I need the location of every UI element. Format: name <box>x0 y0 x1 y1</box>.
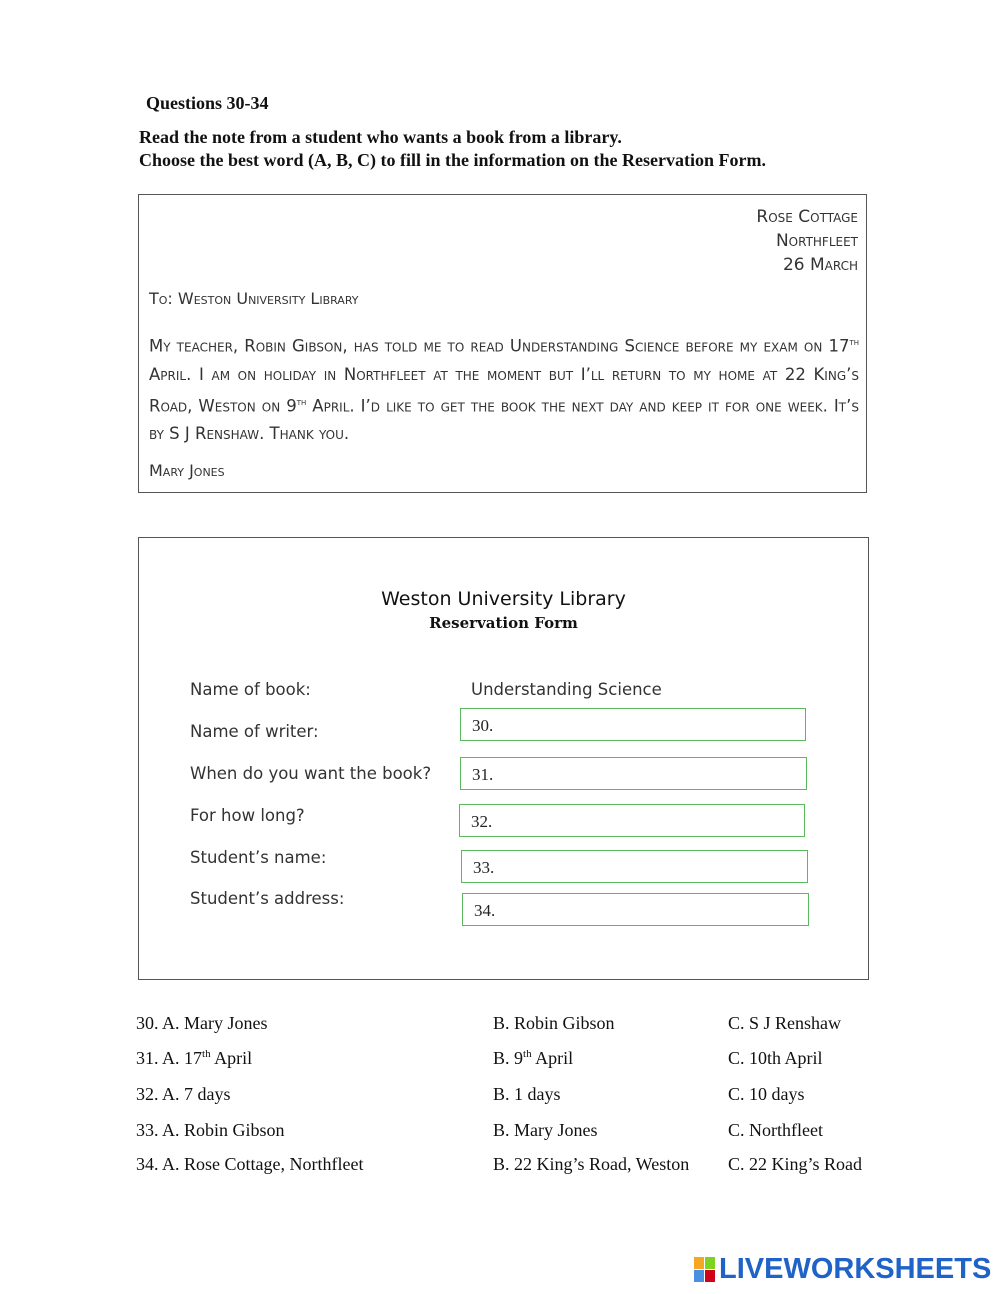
address-line-1: Rose Cottage <box>756 207 858 227</box>
address-line-3: 26 March <box>782 255 858 275</box>
note-body-part-3: April. I’d like to get the book the next day and keep it for one week. It’s by S J Renshaw. Thank you. <box>149 396 859 443</box>
q31-a-text: 31. A. 17 <box>136 1048 203 1068</box>
answer-box-34[interactable]: 34. <box>462 893 809 926</box>
student-note <box>138 194 867 493</box>
note-address <box>756 205 858 277</box>
q32-option-b[interactable]: B. 1 days <box>493 1084 561 1104</box>
instruction-line-2: Choose the best word (A, B, C) to fill in the information on the Reservation Form. <box>139 150 766 170</box>
q31-option-a[interactable] <box>136 1048 252 1069</box>
label-student-address: Student’s address: <box>190 889 345 908</box>
label-how-long: For how long? <box>190 806 305 825</box>
liveworksheets-logo <box>694 1254 991 1284</box>
note-sup-2: th <box>296 396 307 408</box>
answer-box-32[interactable]: 32. <box>459 804 805 837</box>
logo-mark-icon <box>694 1257 715 1282</box>
q33-option-a[interactable]: 33. A. Robin Gibson <box>136 1120 285 1140</box>
q31-b-text: B. 9 <box>493 1048 524 1068</box>
q30-option-c[interactable]: C. S J Renshaw <box>728 1013 842 1033</box>
q32-option-c[interactable]: C. 10 days <box>728 1084 805 1104</box>
answer-box-33[interactable]: 33. <box>461 850 808 883</box>
address-line-2: Northfleet <box>775 231 858 251</box>
q33-option-c[interactable]: C. Northfleet <box>728 1120 823 1140</box>
reservation-form <box>138 537 869 980</box>
note-sup-1: th <box>849 337 859 348</box>
q31-option-c[interactable]: C. 10th April <box>728 1048 823 1068</box>
q30-option-b[interactable]: B. Robin Gibson <box>493 1013 615 1033</box>
answer-box-30[interactable]: 30. <box>460 708 806 741</box>
q30-option-a[interactable]: 30. A. Mary Jones <box>136 1013 268 1033</box>
q31-option-b[interactable] <box>493 1048 573 1069</box>
q34-option-a[interactable]: 34. A. Rose Cottage, Northfleet <box>136 1154 364 1174</box>
q32-option-a[interactable]: 32. A. 7 days <box>136 1084 231 1104</box>
book-name-value: Understanding Science <box>471 680 662 699</box>
answer-box-31[interactable]: 31. <box>460 757 807 790</box>
q31-b-sup: th <box>523 1048 532 1060</box>
label-book-name: Name of book: <box>190 680 311 699</box>
note-signature: Mary Jones <box>149 461 225 480</box>
q31-a-month: April <box>210 1048 253 1068</box>
note-body-part-2: April. I am on holiday in Northfleet at the moment but I’ll return to my home at 22 King’s Road, Weston on 9 <box>149 364 859 415</box>
q33-option-b[interactable]: B. Mary Jones <box>493 1120 598 1140</box>
instruction-line-1: Read the note from a student who wants a book from a library. <box>139 127 622 147</box>
label-when: When do you want the book? <box>190 764 432 783</box>
note-recipient: To: Weston University Library <box>149 289 359 308</box>
form-title: Weston University Library <box>381 588 626 610</box>
q34-option-c[interactable]: C. 22 King’s Road <box>728 1154 863 1174</box>
note-body-part-1: My teacher, Robin Gibson, has told me to read Understanding Science before my exam on 17 <box>149 336 850 356</box>
q31-b-month: April <box>531 1048 574 1068</box>
instructions <box>139 126 766 172</box>
logo-text: LIVEWORKSHEETS <box>719 1252 992 1285</box>
label-writer-name: Name of writer: <box>190 722 319 741</box>
label-student-name: Student’s name: <box>190 848 327 867</box>
questions-title: Questions 30-34 <box>146 93 269 113</box>
q34-option-b[interactable]: B. 22 King’s Road, Weston <box>493 1154 690 1174</box>
q31-a-sup: th <box>202 1048 211 1060</box>
note-body <box>149 329 859 448</box>
form-subtitle: Reservation Form <box>429 614 578 632</box>
